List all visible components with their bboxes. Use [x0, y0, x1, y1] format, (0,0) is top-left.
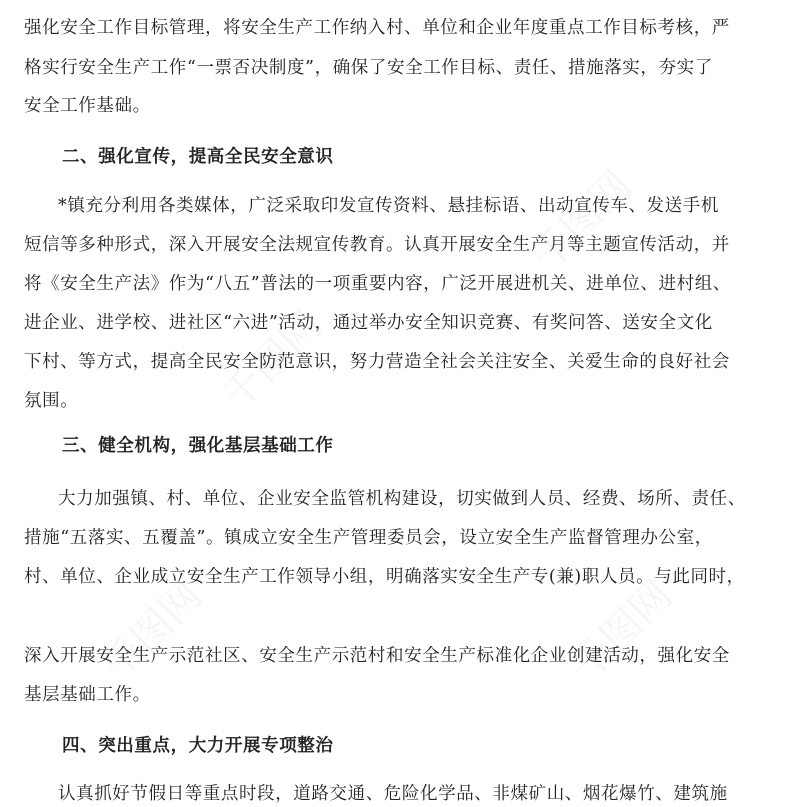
- paragraph-line: *镇充分利用各类媒体，广泛采取印发宣传资料、悬挂标语、出动宣传车、发送手机: [58, 196, 719, 216]
- paragraph-line: 进企业、进学校、进社区“六进”活动，通过举办安全知识竞赛、有奖问答、送安全文化: [24, 313, 713, 333]
- paragraph-line: 格实行安全生产工作“一票否决制度”，确保了安全工作目标、责任、措施落实，夯实了: [24, 58, 713, 78]
- paragraph-line: 深入开展安全生产示范社区、安全生产示范村和安全生产标准化企业创建活动，强化安全: [24, 646, 730, 666]
- paragraph-line: 村、单位、企业成立安全生产工作领导小组，明确落实安全生产专(兼)职人员。与此同时，: [24, 567, 745, 587]
- paragraph-line: 措施“五落实、五覆盖”。镇成立安全生产管理委员会，设立安全生产监督管理办公室，: [24, 528, 713, 548]
- paragraph-line: 强化安全工作目标管理，将安全生产工作纳入村、单位和企业年度重点工作目标考核，严: [24, 18, 730, 38]
- paragraph-line: 安全工作基础。: [24, 96, 151, 116]
- section-heading: 四、突出重点，大力开展专项整治: [62, 736, 334, 756]
- section-heading: 三、健全机构，强化基层基础工作: [62, 436, 334, 456]
- paragraph-line: 将《安全生产法》作为“八五”普法的一项重要内容，广泛开展进机关、进单位、进村组、: [24, 274, 731, 294]
- paragraph-line: 下村、等方式，提高全民安全防范意识，努力营造全社会关注安全、关爱生命的良好社会: [24, 352, 730, 372]
- paragraph-line: 大力加强镇、村、单位、企业安全监管机构建设，切实做到人员、经费、场所、责任、: [58, 489, 746, 509]
- paragraph-line: 基层基础工作。: [24, 685, 151, 705]
- paragraph-line: 认真抓好节假日等重点时段，道路交通、危险化学品、非煤矿山、烟花爆竹、建筑施: [58, 784, 728, 804]
- paragraph-line: 短信等多种形式，深入开展安全法规宣传教育。认真开展安全生产月等主题宣传活动，并: [24, 235, 730, 255]
- paragraph-line: 氛围。: [24, 391, 79, 411]
- section-heading: 二、强化宣传，提高全民安全意识: [62, 147, 334, 167]
